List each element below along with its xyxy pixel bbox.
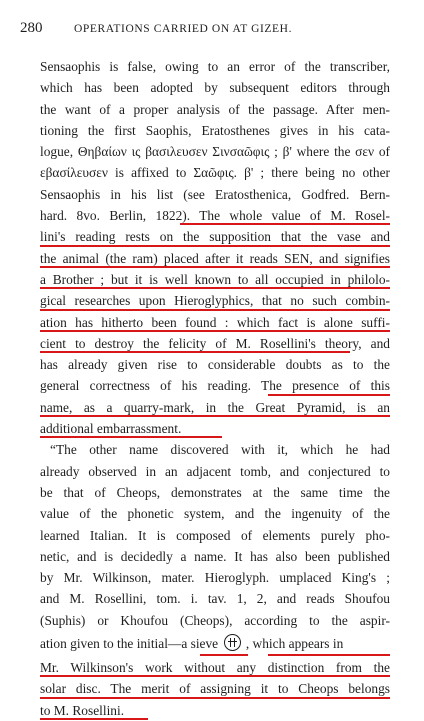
line-text: Mr. Wilkinson's work without any distinction from the	[40, 660, 390, 676]
red-underline	[40, 309, 390, 311]
line-text: cient to destroy the felicity of M. Rosellini's theory, and	[40, 335, 390, 351]
red-underline	[40, 718, 148, 720]
text-line: has already given rise to considerable doubts as to the	[40, 357, 390, 373]
line-text: gical researches upon Hieroglyphics, that no such combin-	[40, 293, 390, 309]
line-text: , which appears in	[245, 636, 344, 652]
line-text: solar disc. The merit of assigning it to Cheops belongs	[40, 681, 390, 697]
text-line-underlined	[40, 248, 390, 269]
line-text: hard. 8vo. Berlin, 1822). The whole value of M. Rosel-	[40, 208, 390, 224]
text-line-underlined	[40, 269, 390, 290]
text-line-underlined	[40, 205, 390, 226]
line-text: ation has hitherto been found : which fact is alone suffi-	[40, 314, 390, 330]
red-underline	[40, 697, 390, 699]
text-line-with-hieroglyph	[40, 631, 390, 657]
text-line: logue, Θηβαίων ις βασιλευσεν Σινσαῶφις ; β' where the σεν of	[40, 144, 390, 160]
red-underline	[40, 245, 390, 247]
text-line: learned Italian. It is composed of elements purely pho-	[40, 527, 390, 543]
text-line-underlined	[40, 418, 390, 439]
red-underline	[200, 654, 248, 656]
line-text: lini's reading rests on the supposition that the vase and	[40, 229, 390, 245]
text-line-underlined	[40, 657, 390, 678]
red-underline	[40, 266, 390, 268]
text-line: by Mr. Wilkinson, mater. Hieroglyph. umplaced King's ;	[40, 570, 390, 586]
text-line: netic, and is decidedly a name. It has also been published	[40, 548, 390, 564]
red-underline	[268, 394, 390, 396]
red-underline	[40, 436, 222, 438]
line-text: a Brother ; but it is well known to all occupied in philolo-	[40, 271, 390, 287]
red-underline	[180, 223, 390, 225]
red-underline	[40, 675, 390, 677]
text-line: which has been adopted by subsequent editors through	[40, 80, 390, 96]
text-line: already observed in an adjacent tomb, and conjectured to	[40, 463, 390, 479]
body-text	[40, 56, 390, 721]
text-line-underlined	[40, 700, 390, 721]
text-line: (Suphis) or Khoufou (Cheops), according to the aspir-	[40, 612, 390, 628]
page-header	[20, 18, 390, 40]
sieve-hieroglyph-icon	[224, 634, 241, 651]
text-line: Sensaophis in his list (see Eratosthenica, Godfred. Bern-	[40, 186, 390, 202]
running-head: OPERATIONS CARRIED ON AT GIZEH.	[74, 23, 293, 35]
text-line: tioning the first Saophis, Eratosthenes gives in his cata-	[40, 122, 390, 138]
line-text: ation given to the initial—a sieve	[40, 636, 219, 652]
page-number: 280	[20, 20, 43, 36]
line-text: the animal (the ram) placed after it reads SEN, and signifies	[40, 250, 390, 266]
text-line-underlined	[40, 678, 390, 699]
line-text: general correctness of his reading. The presence of this	[40, 378, 390, 394]
text-line: εβασίλευσεν is affixed to Σαῶφις. β' ; there being no other	[40, 165, 390, 181]
text-line: “The other name discovered with it, which he had	[50, 442, 390, 458]
text-line-underlined	[40, 312, 390, 333]
line-text: name, as a quarry-mark, in the Great Pyramid, is an	[40, 399, 390, 415]
red-underline	[40, 351, 350, 353]
paragraph-2	[40, 439, 390, 721]
text-line-underlined	[40, 375, 390, 396]
paragraph-1	[40, 56, 390, 439]
red-underline	[40, 415, 390, 417]
text-line-underlined	[40, 226, 390, 247]
red-underline	[40, 330, 390, 332]
text-line: value of the phonetic system, and the ingenuity of the	[40, 506, 390, 522]
red-underline	[40, 287, 390, 289]
text-line: be that of Cheops, demonstrates at the same time the	[40, 484, 390, 500]
text-line-underlined	[40, 333, 390, 354]
text-line: the want of a proper analysis of the passage. After men-	[40, 101, 390, 117]
text-line: Sensaophis is false, owing to an error of the transcriber,	[40, 59, 390, 74]
text-line-underlined	[40, 397, 390, 418]
line-text: additional embarrassment.	[40, 421, 182, 437]
line-text: to M. Rosellini.	[40, 702, 125, 718]
text-line-underlined	[40, 290, 390, 311]
red-underline	[268, 654, 390, 656]
text-line: and M. Rosellini, tom. i. tav. 1, 2, and reads Shoufou	[40, 591, 390, 607]
